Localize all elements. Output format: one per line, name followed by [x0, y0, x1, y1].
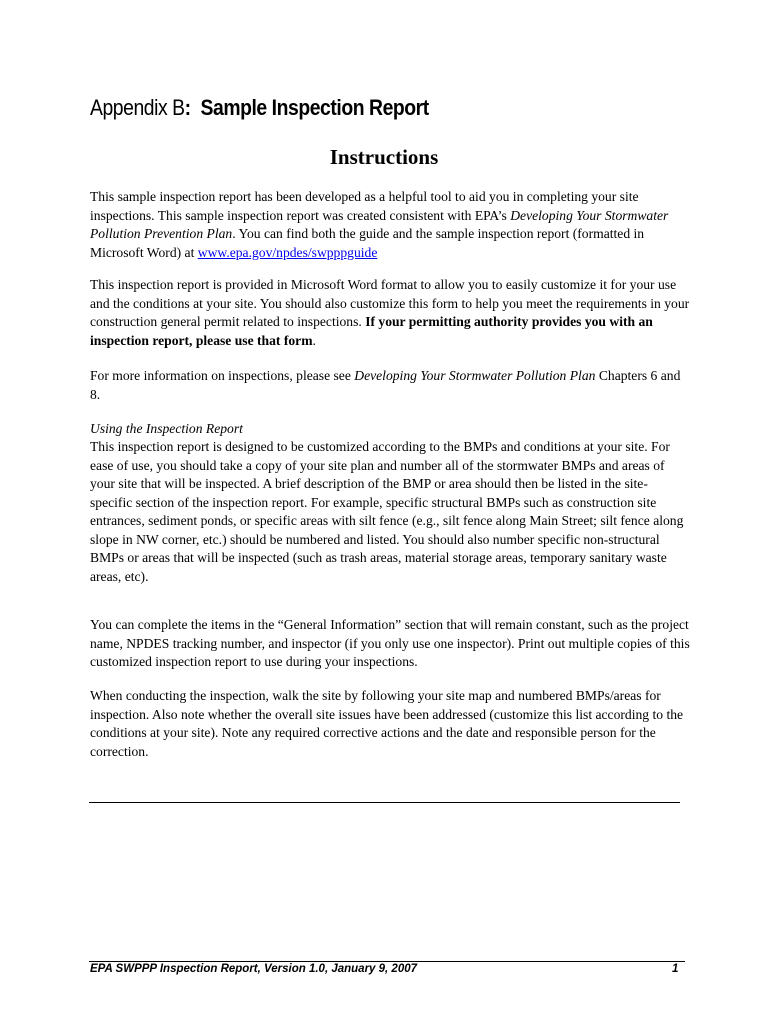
footer-text: EPA SWPPP Inspection Report, Version 1.0, January 9, 2007	[90, 963, 418, 975]
more-info-text-2: Chapters 6 and 8.	[90, 368, 681, 402]
section-divider	[89, 802, 680, 803]
instructions-heading: Instructions	[329, 145, 439, 169]
more-info-guide-title: Developing Your Stormwater Pollution Plan	[354, 368, 596, 383]
appendix-report-title: Sample Inspection Report	[200, 95, 429, 120]
appendix-label: Appendix B	[90, 95, 185, 120]
intro-guide-title: Developing Your Stormwater Pollution Prevention Plan	[90, 207, 669, 241]
intro-text-1: This sample inspection report has been developed as a helpful tool to aid you in completing your site inspections. This sample inspection report was created consistent with EPA’s	[90, 189, 639, 223]
more-info-text-1: For more information on inspections, please see	[90, 368, 355, 383]
page-number: 1	[672, 963, 679, 975]
using-report-paragraph: This inspection report is designed to be customized according to the BMPs and conditions at your site. For ease of use, you should take a copy of your site plan and number all of the stormwater BMPs and areas of your site that will be inspected. A brief description of the BMP or area should then be listed in the site-specific section of the inspection report. For example, specific structural BMPs such as construction site entrances, sediment ponds, or specific areas with silt fence (e.g., silt fence along Main Street; silt fence along slope in NW corner, etc.) should be numbered and listed. You should also number specific non-structural BMPs or areas that will be inspected (such as trash areas, material storage areas, temporary sanitary waste areas, etc).	[90, 439, 684, 584]
appendix-title	[90, 95, 429, 121]
format-paragraph	[90, 276, 690, 350]
using-report-heading: Using the Inspection Report	[90, 421, 243, 436]
format-text-2: .	[312, 332, 316, 348]
swppp-guide-link[interactable]: www.epa.gov/npdes/swpppguide	[197, 244, 378, 260]
footer-rule	[89, 961, 685, 962]
intro-paragraph	[90, 188, 690, 262]
format-bold-text: If your permitting authority provides you with an inspection report, please use that form	[90, 314, 653, 348]
general-info-paragraph: You can complete the items in the “General Information” section that will remain constant, such as the project name, NPDES tracking number, and inspector (if you only use one inspector). Print out multiple copies of this customized inspection report to use during your inspections.	[90, 617, 690, 669]
conducting-inspection-paragraph: When conducting the inspection, walk the site by following your site map and numbered BMPs/areas for inspection. Also note whether the overall site issues have been addressed (customize this list according to the conditions at your site). Note any required corrective actions and the date and responsible person for the correction.	[90, 688, 684, 759]
more-info-paragraph	[90, 367, 690, 404]
format-text-1: This inspection report is provided in Microsoft Word format to allow you to easily customize it for your use and the conditions at your site. You should also customize this form to help you meet the requirements in your construction general permit related to inspections.	[90, 277, 690, 329]
appendix-colon: :	[184, 95, 191, 120]
intro-text-2: . You can find both the guide and the sample inspection report (formatted in Microsoft Word) at	[90, 226, 645, 260]
